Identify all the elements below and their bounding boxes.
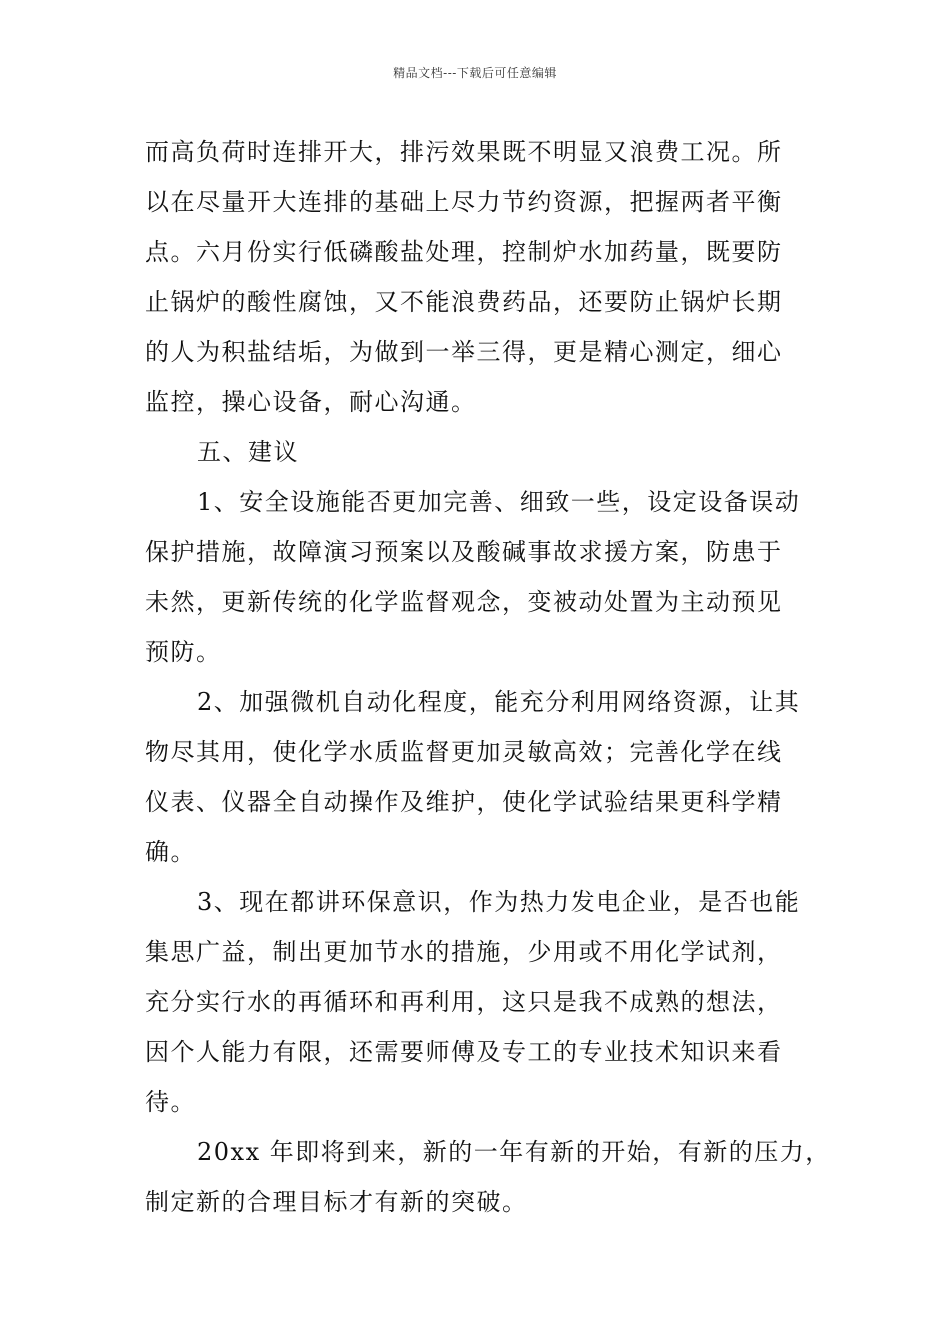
text-line: 制定新的合理目标才有新的突破。	[145, 1188, 528, 1216]
text-line: 物尽其用，使化学水质监督更加灵敏高效；完善化学在线	[145, 738, 783, 766]
text-line: 以在尽量开大连排的基础上尽力节约资源，把握两者平衡	[145, 188, 783, 216]
text-line: 1、安全设施能否更加完善、细致一些，设定设备误动	[197, 488, 801, 516]
text-line: 待。	[145, 1088, 196, 1116]
document-body	[145, 127, 831, 1227]
text-line: 确。	[145, 838, 196, 866]
text-line: 充分实行水的再循环和再利用，这只是我不成熟的想法，	[145, 988, 783, 1016]
section-heading: 五、建议	[197, 438, 299, 466]
suggestion-paragraph-1	[145, 477, 817, 677]
text-line: 监控，操心设备，耐心沟通。	[145, 388, 477, 416]
text-line: 预防。	[145, 638, 222, 666]
text-line: 点。六月份实行低磷酸盐处理，控制炉水加药量，既要防	[145, 238, 783, 266]
text-line: 因个人能力有限，还需要师傅及专工的专业技术知识来看	[145, 1038, 783, 1066]
closing-paragraph	[145, 1127, 831, 1227]
text-line: 3、现在都讲环保意识，作为热力发电企业，是否也能	[197, 888, 801, 916]
text-line: 未然，更新传统的化学监督观念，变被动处置为主动预见	[145, 588, 783, 616]
text-line: 止锅炉的酸性腐蚀，又不能浪费药品，还要防止锅炉长期	[145, 288, 783, 316]
text-line: 2、加强微机自动化程度，能充分利用网络资源，让其	[197, 688, 801, 716]
text-line: 集思广益，制出更加节水的措施，少用或不用化学试剂，	[145, 938, 783, 966]
paragraph-continuation	[145, 127, 817, 427]
text-line: 仪表、仪器全自动操作及维护，使化学试验结果更科学精	[145, 788, 783, 816]
suggestion-paragraph-3	[145, 877, 817, 1127]
text-line: 而高负荷时连排开大，排污效果既不明显又浪费工况。所	[145, 138, 783, 166]
text-line: 20xx 年即将到来，新的一年有新的开始，有新的压力，	[197, 1138, 831, 1166]
page-header: 精品文档---下载后可任意编辑	[393, 66, 557, 80]
text-line: 的人为积盐结垢，为做到一举三得，更是精心测定，细心	[145, 338, 783, 366]
text-line: 保护措施，故障演习预案以及酸碱事故求援方案，防患于	[145, 538, 783, 566]
suggestion-paragraph-2	[145, 677, 817, 877]
